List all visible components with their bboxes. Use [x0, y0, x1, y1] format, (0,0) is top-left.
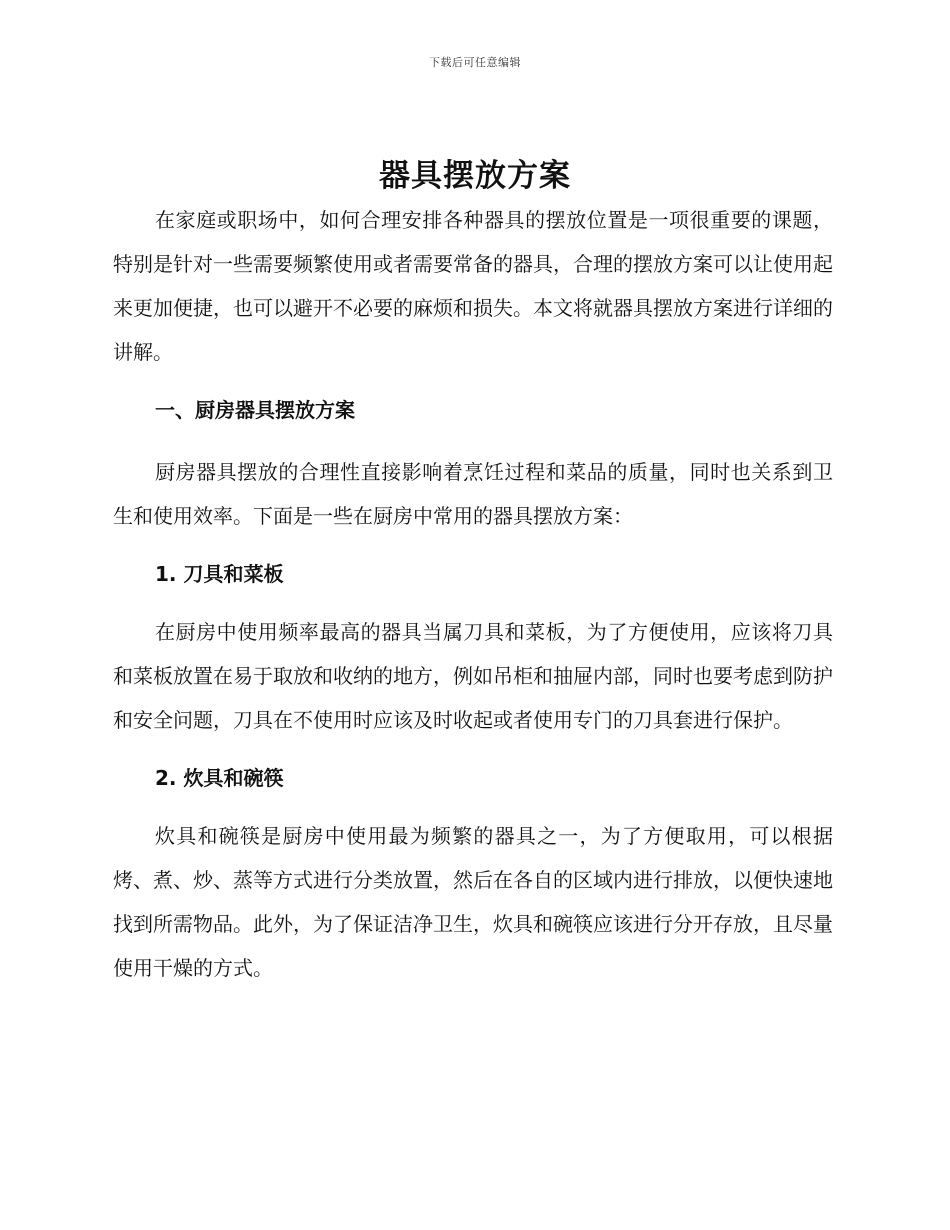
document-body [113, 198, 833, 990]
header-note: 下载后可任意编辑 [429, 56, 521, 69]
section-paragraph-kitchen: 厨房器具摆放的合理性直接影响着烹饪过程和菜品的质量，同时也关系到卫生和使用效率。下面是一些在厨房中常用的器具摆放方案： [113, 460, 833, 528]
section-heading-kitchen: 一、厨房器具摆放方案 [155, 398, 355, 422]
document-title: 器具摆放方案 [379, 158, 571, 194]
subheading-cookware: 2. 炊具和碗筷 [155, 766, 284, 790]
paragraph-cookware: 炊具和碗筷是厨房中使用最为频繁的器具之一，为了方便取用，可以根据烤、煮、炒、蒸等方式进行分类放置，然后在各自的区域内进行排放，以便快速地找到所需物品。此外，为了保证洁净卫生，炊具和碗筷应该进行分开存放，且尽量使用干燥的方式。 [113, 824, 833, 980]
intro-paragraph: 在家庭或职场中，如何合理安排各种器具的摆放位置是一项很重要的课题，特别是针对一些需要频繁使用或者需要常备的器具，合理的摆放方案可以让使用起来更加便捷，也可以避开不必要的麻烦和损失。本文将就器具摆放方案进行详细的讲解。 [113, 208, 833, 364]
subheading-knives: 1. 刀具和菜板 [155, 562, 284, 586]
paragraph-knives: 在厨房中使用频率最高的器具当属刀具和菜板，为了方便使用，应该将刀具和菜板放置在易于取放和收纳的地方，例如吊柜和抽屉内部，同时也要考虑到防护和安全问题，刀具在不使用时应该及时收起或者使用专门的刀具套进行保护。 [113, 620, 833, 732]
